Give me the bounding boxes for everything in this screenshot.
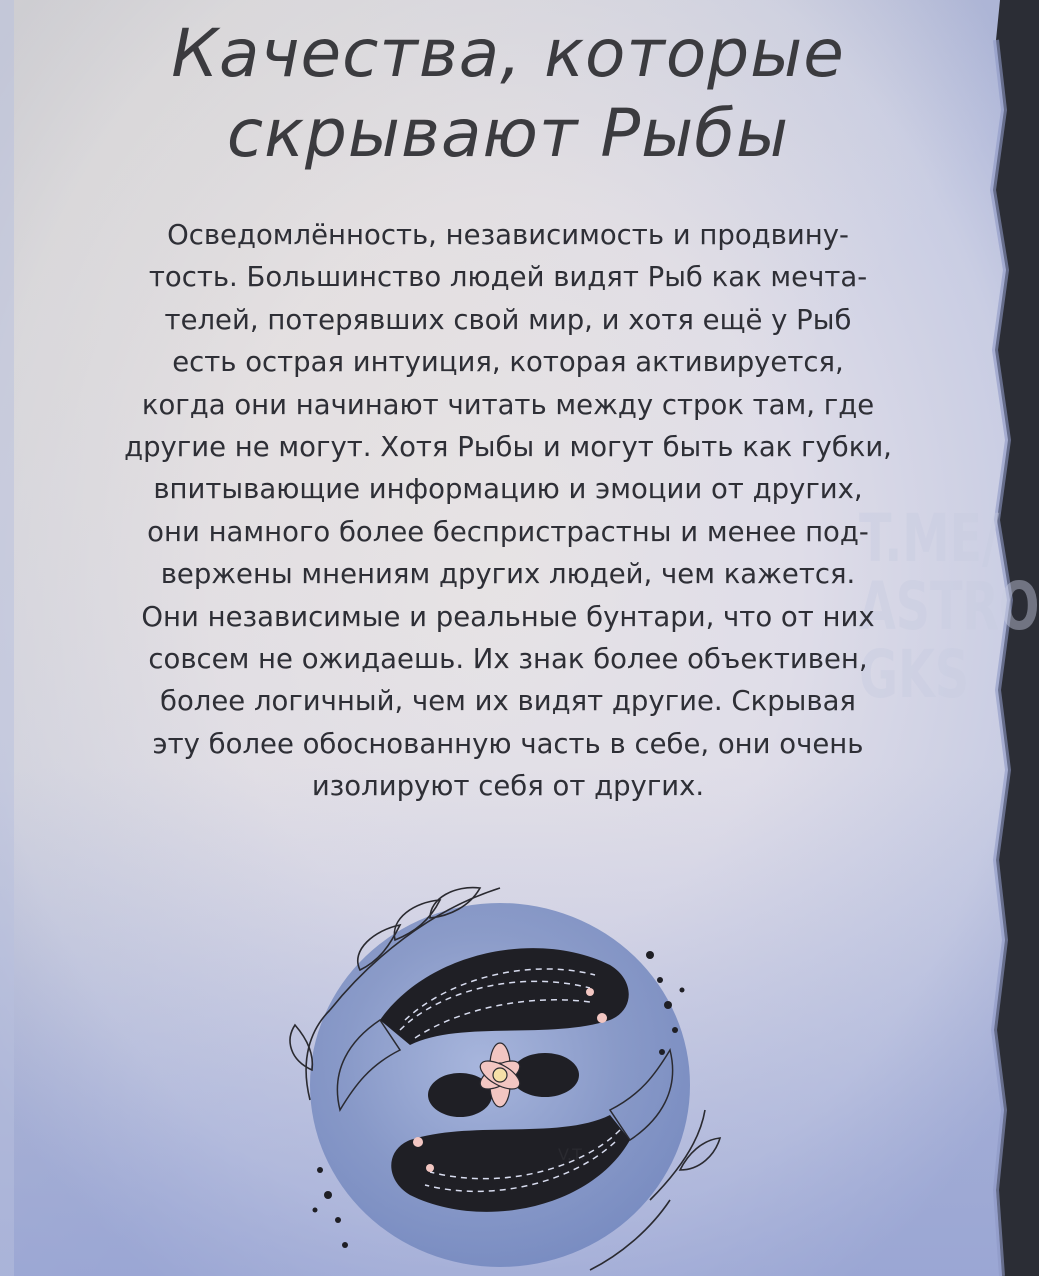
title-line-2: скрывают Рыбы xyxy=(226,95,790,172)
paragraph-line: Осведомлённость, независимость и продвину- xyxy=(167,219,849,251)
artist-signature: V.T. xyxy=(558,1145,585,1164)
paragraph-line: другие не могут. Хотя Рыбы и могут быть как губки, xyxy=(124,431,892,464)
watermark-line-1: T.ME/ xyxy=(859,500,1000,577)
paragraph-line: тость. Большинство людей видят Рыб как мечта- xyxy=(148,261,868,294)
paragraph-line: Они независимые и реальные бунтари, что от них xyxy=(141,600,875,633)
paragraph-line: эту более обоснованную часть в себе, они очень xyxy=(152,727,864,760)
paragraph-line: изолируют себя от других. xyxy=(311,770,705,803)
paragraph-line: вержены мнениям других людей, чем кажется. xyxy=(160,558,856,591)
paragraph-line: когда они начинают читать между строк там, где xyxy=(141,388,875,421)
paragraph-line: впитывающие информацию и эмоции от других, xyxy=(153,473,863,506)
paragraph-line: совсем не ожидаешь. Их знак более объективен, xyxy=(148,643,868,676)
paragraph-line: телей, потерявших свой мир, и хотя ещё у Рыб xyxy=(164,303,852,336)
watermark-line-2: ASTRO xyxy=(859,568,1039,645)
watermark-line-3: GKS xyxy=(859,636,970,713)
paragraph-line: есть острая интуиция, которая активируется, xyxy=(172,346,844,379)
page-title xyxy=(0,14,1016,174)
paragraph-line: они намного более беспристрастны и менее под- xyxy=(147,515,869,548)
description-paragraph xyxy=(40,214,1039,808)
paragraph-line: более логичный, чем их видят другие. Скрывая xyxy=(160,685,856,718)
pisces-illustration xyxy=(290,870,730,1276)
title-line-1: Качества, которые xyxy=(171,15,845,92)
